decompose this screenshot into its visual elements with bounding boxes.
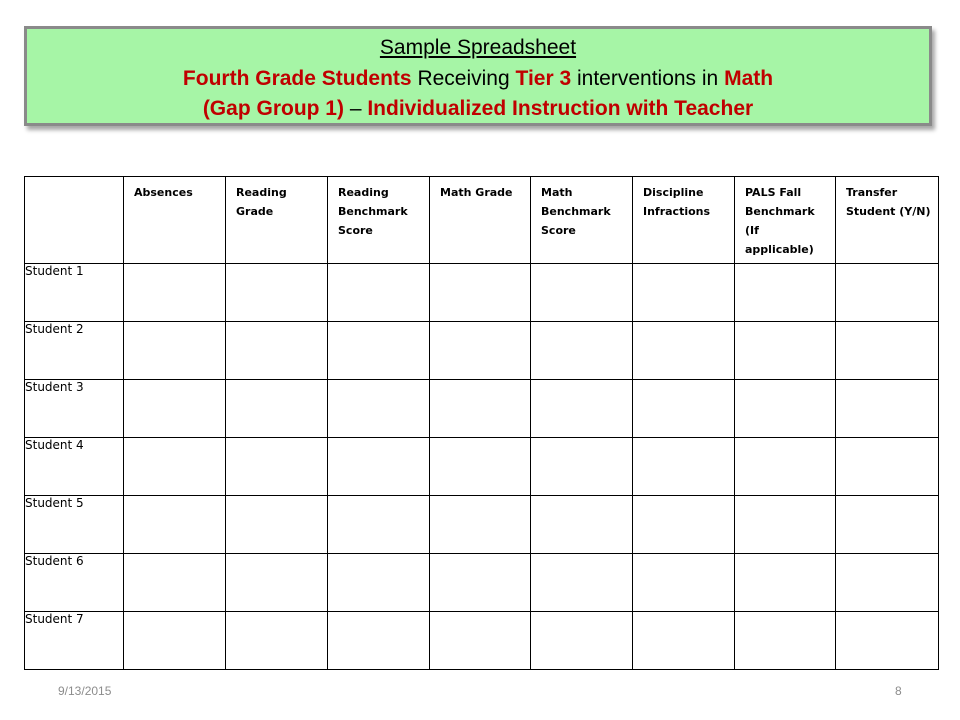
row-label: Student 5 xyxy=(25,496,124,554)
row-label: Student 6 xyxy=(25,554,124,612)
header-cell-reading-benchmark: Reading Benchmark Score xyxy=(328,177,430,264)
row-label: Student 3 xyxy=(25,380,124,438)
table-cell[interactable] xyxy=(633,496,735,554)
title-instruction-text: Individualized Instruction with Teacher xyxy=(367,97,754,120)
table-cell[interactable] xyxy=(124,322,226,380)
table-cell[interactable] xyxy=(836,612,939,670)
table-row xyxy=(25,264,939,322)
table-cell[interactable] xyxy=(735,554,836,612)
table-cell[interactable] xyxy=(328,380,430,438)
table-cell[interactable] xyxy=(531,554,633,612)
table-cell[interactable] xyxy=(633,264,735,322)
table-cell[interactable] xyxy=(124,554,226,612)
table-cell[interactable] xyxy=(430,438,531,496)
header-row xyxy=(25,177,939,264)
footer-date: 9/13/2015 xyxy=(58,684,112,698)
table-cell[interactable] xyxy=(836,322,939,380)
table-cell[interactable] xyxy=(531,322,633,380)
title-receiving-text: Receiving xyxy=(411,67,516,90)
title-dash-text: – xyxy=(343,97,368,120)
table-cell[interactable] xyxy=(836,438,939,496)
header-cell-reading-grade: Reading Grade xyxy=(226,177,328,264)
table-cell[interactable] xyxy=(531,612,633,670)
table-cell[interactable] xyxy=(430,612,531,670)
table-cell[interactable] xyxy=(735,612,836,670)
table-cell[interactable] xyxy=(633,554,735,612)
table-cell[interactable] xyxy=(124,496,226,554)
table-cell[interactable] xyxy=(124,380,226,438)
table-cell[interactable] xyxy=(124,264,226,322)
table-cell[interactable] xyxy=(633,438,735,496)
table-cell[interactable] xyxy=(430,380,531,438)
row-label: Student 1 xyxy=(25,264,124,322)
title-gap-group-text: (Gap Group 1) xyxy=(202,97,344,120)
table-cell[interactable] xyxy=(226,554,328,612)
header-cell-pals: PALS Fall Benchmark (If applicable) xyxy=(735,177,836,264)
header-cell-absences: Absences xyxy=(124,177,226,264)
table-cell[interactable] xyxy=(328,612,430,670)
table-cell[interactable] xyxy=(735,438,836,496)
table-cell[interactable] xyxy=(633,322,735,380)
table-cell[interactable] xyxy=(430,264,531,322)
table-cell[interactable] xyxy=(531,380,633,438)
footer-page-number: 8 xyxy=(895,684,902,698)
table-cell[interactable] xyxy=(226,438,328,496)
table-cell[interactable] xyxy=(735,380,836,438)
table-cell[interactable] xyxy=(328,438,430,496)
title-tier-text: Tier 3 xyxy=(515,67,572,90)
title-interventions-text: interventions in xyxy=(571,67,725,90)
table-cell[interactable] xyxy=(328,496,430,554)
table-cell[interactable] xyxy=(328,554,430,612)
table-cell[interactable] xyxy=(430,322,531,380)
student-spreadsheet-table xyxy=(24,176,939,670)
row-label: Student 7 xyxy=(25,612,124,670)
table-cell[interactable] xyxy=(226,496,328,554)
table-cell[interactable] xyxy=(328,264,430,322)
table-row xyxy=(25,380,939,438)
title-grade-text: Fourth Grade Students xyxy=(182,67,412,90)
table-cell[interactable] xyxy=(836,496,939,554)
table-cell[interactable] xyxy=(226,380,328,438)
table-cell[interactable] xyxy=(531,496,633,554)
table-cell[interactable] xyxy=(430,554,531,612)
header-cell-discipline: Discipline Infractions xyxy=(633,177,735,264)
row-label: Student 4 xyxy=(25,438,124,496)
table-cell[interactable] xyxy=(735,496,836,554)
table-cell[interactable] xyxy=(328,322,430,380)
header-cell-blank xyxy=(25,177,124,264)
table-cell[interactable] xyxy=(124,612,226,670)
table-row xyxy=(25,496,939,554)
title-banner xyxy=(24,26,932,126)
table-cell[interactable] xyxy=(226,322,328,380)
table-row xyxy=(25,554,939,612)
table-row xyxy=(25,612,939,670)
header-cell-math-benchmark: Math Benchmark Score xyxy=(531,177,633,264)
title-subheading-line-2 xyxy=(27,97,929,121)
table-cell[interactable] xyxy=(430,496,531,554)
table-cell[interactable] xyxy=(531,438,633,496)
title-heading: Sample Spreadsheet xyxy=(379,36,577,59)
table-cell[interactable] xyxy=(836,264,939,322)
table-cell[interactable] xyxy=(836,380,939,438)
table-cell[interactable] xyxy=(226,612,328,670)
title-subheading-line-1 xyxy=(27,67,929,91)
table-cell[interactable] xyxy=(836,554,939,612)
table-cell[interactable] xyxy=(226,264,328,322)
table-row xyxy=(25,438,939,496)
table-row xyxy=(25,322,939,380)
table-cell[interactable] xyxy=(633,380,735,438)
header-cell-math-grade: Math Grade xyxy=(430,177,531,264)
table-cell[interactable] xyxy=(633,612,735,670)
table-cell[interactable] xyxy=(531,264,633,322)
table-cell[interactable] xyxy=(735,264,836,322)
title-subject-text: Math xyxy=(724,67,774,90)
header-cell-transfer: Transfer Student (Y/N) xyxy=(836,177,939,264)
table-cell[interactable] xyxy=(735,322,836,380)
table-cell[interactable] xyxy=(124,438,226,496)
row-label: Student 2 xyxy=(25,322,124,380)
